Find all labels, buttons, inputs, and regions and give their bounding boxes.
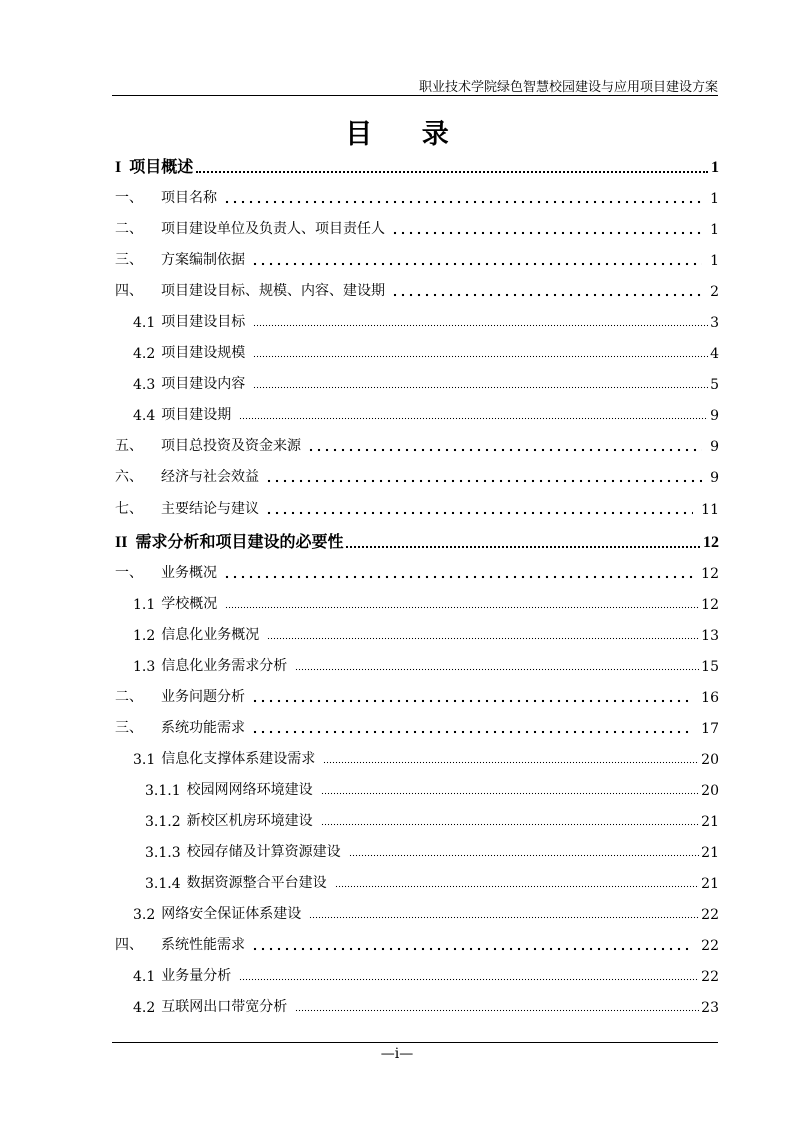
page-number: —i— <box>380 1046 414 1062</box>
toc-entry-label: 经济与社会效益 <box>161 469 259 485</box>
toc-entry-number: 3.1.2 <box>145 814 181 830</box>
toc-entry-page: 1 <box>710 222 719 238</box>
toc-leader-dots <box>253 386 708 389</box>
toc-entry-number: 3.1 <box>133 752 156 768</box>
toc-entry-number: 一、 <box>115 565 143 581</box>
toc-entry[interactable] <box>115 748 719 768</box>
toc-entry[interactable] <box>115 717 719 737</box>
toc-leader-dots <box>253 355 708 358</box>
toc-leader-dots <box>196 171 708 173</box>
toc-leader-dots <box>253 324 708 327</box>
toc-leader-dots <box>267 637 699 640</box>
toc-entry[interactable] <box>115 435 719 455</box>
toc-entry-number: 四、 <box>115 937 143 953</box>
toc-entry[interactable] <box>115 280 719 300</box>
toc-entry[interactable] <box>115 965 719 985</box>
toc-entry-page: 13 <box>701 628 719 644</box>
toc-entry-label: 需求分析和项目建设的必要性 <box>135 534 344 551</box>
toc-entry[interactable] <box>115 249 719 269</box>
toc-entry-page: 22 <box>701 969 719 985</box>
toc-entry-label: 系统性能需求 <box>161 937 245 953</box>
toc-entry-label: 项目建设规模 <box>161 345 246 361</box>
title-char-1: 目 <box>345 119 373 150</box>
toc-entry[interactable] <box>115 934 719 954</box>
toc-leader-dots <box>391 231 702 235</box>
toc-entry-number: 3.1.4 <box>145 876 181 892</box>
toc-entry[interactable] <box>115 155 719 177</box>
toc-entry-page: 20 <box>701 752 719 768</box>
toc-entry-page: 5 <box>710 377 719 393</box>
toc-leader-dots <box>295 668 699 671</box>
toc-entry-number: 4.2 <box>133 1000 156 1016</box>
toc-entry-page: 22 <box>701 907 719 923</box>
toc-entry-page: 3 <box>710 315 719 331</box>
toc-entry-label: 校园存储及计算资源建设 <box>186 844 341 860</box>
toc-entry-number: 4.4 <box>133 408 156 424</box>
toc-leader-dots <box>251 262 702 266</box>
toc-entry-number: 六、 <box>115 469 143 485</box>
toc-entry-label: 数据资源整合平台建设 <box>186 875 327 891</box>
toc-entry-page: 21 <box>701 814 719 830</box>
toc-leader-dots <box>321 792 700 795</box>
title-char-2: 录 <box>421 119 449 150</box>
toc-entry[interactable] <box>115 373 719 393</box>
toc-entry-number: 3.2 <box>133 907 156 923</box>
toc-entry-page: 2 <box>710 284 719 300</box>
toc-entry-page: 1 <box>710 253 719 269</box>
toc-leader-dots <box>346 546 700 548</box>
toc-entry-page: 17 <box>701 721 719 737</box>
toc-entry-page: 9 <box>710 408 719 424</box>
toc-entry-label: 项目名称 <box>161 190 217 206</box>
toc-leader-dots <box>251 947 693 951</box>
toc-entry-page: 1 <box>711 159 719 176</box>
toc-entry-label: 信息化业务概况 <box>161 627 260 643</box>
toc-entry[interactable] <box>115 872 719 892</box>
toc-entry-number: 1.1 <box>133 597 156 613</box>
toc-entry-number: 三、 <box>115 720 143 736</box>
toc-entry-number: II <box>115 534 128 551</box>
toc-entry-number: 四、 <box>115 283 143 299</box>
toc-entry-number: 五、 <box>115 438 143 454</box>
toc-entry-label: 项目概述 <box>129 159 194 176</box>
toc-entry-page: 21 <box>701 845 719 861</box>
toc-leader-dots <box>251 699 693 703</box>
toc-entry-number: 4.1 <box>133 969 156 985</box>
toc-entry-label: 学校概况 <box>161 596 218 612</box>
toc-entry-page: 9 <box>710 439 719 455</box>
toc-entry-page: 21 <box>701 876 719 892</box>
toc-leader-dots <box>309 916 699 919</box>
toc-leader-dots <box>349 854 700 857</box>
toc-entry[interactable] <box>115 530 719 552</box>
toc-entry[interactable] <box>115 996 719 1016</box>
toc-entry-label: 业务概况 <box>161 565 217 581</box>
toc-entry-label: 网络安全保证体系建设 <box>161 906 302 922</box>
toc-entry-page: 23 <box>701 1000 719 1016</box>
toc-entry-label: 业务量分析 <box>161 968 232 984</box>
toc-leader-dots <box>239 417 708 420</box>
toc-entry-page: 12 <box>701 566 719 582</box>
toc-entry-label: 项目建设单位及负责人、项目责任人 <box>161 221 385 237</box>
toc-leader-dots <box>265 479 702 483</box>
toc-entry[interactable] <box>115 810 719 830</box>
toc-leader-dots <box>239 978 699 981</box>
toc-entry-label: 项目建设期 <box>161 407 232 423</box>
toc-leader-dots <box>225 606 699 609</box>
toc-entry-page: 1 <box>710 191 719 207</box>
toc-entry-page: 22 <box>701 938 719 954</box>
toc-entry-number: 3.1.3 <box>145 845 181 861</box>
toc-entry-label: 系统功能需求 <box>161 720 245 736</box>
toc-entry-page: 16 <box>701 690 719 706</box>
toc-leader-dots <box>323 761 699 764</box>
toc-entry[interactable] <box>115 624 719 644</box>
toc-entry-number: 一、 <box>115 190 143 206</box>
toc-entry-number: 七、 <box>115 501 143 517</box>
toc-entry-label: 互联网出口带宽分析 <box>161 999 288 1015</box>
toc-entry[interactable] <box>115 779 719 799</box>
toc-entry-number: 三、 <box>115 252 143 268</box>
toc-entry[interactable] <box>115 562 719 582</box>
toc-entry-label: 项目建设目标、规模、内容、建设期 <box>161 283 385 299</box>
toc-entry-label: 信息化业务需求分析 <box>161 658 288 674</box>
toc-entry-label: 信息化支撑体系建设需求 <box>161 751 316 767</box>
toc-entry-page: 12 <box>701 597 719 613</box>
toc-entry[interactable] <box>115 187 719 207</box>
toc-entry-number: 3.1.1 <box>145 783 181 799</box>
toc-entry-number: 4.2 <box>133 346 156 362</box>
toc-entry-label: 方案编制依据 <box>161 252 245 268</box>
toc-entry[interactable] <box>115 311 719 331</box>
toc-entry-label: 项目总投资及资金来源 <box>161 438 301 454</box>
toc-entry-page: 20 <box>701 783 719 799</box>
toc-entry-number: 二、 <box>115 221 143 237</box>
toc-entry-number: 二、 <box>115 689 143 705</box>
toc-entry[interactable] <box>115 342 719 362</box>
toc-entry-label: 项目建设目标 <box>161 314 246 330</box>
footer-rule <box>112 1042 718 1043</box>
page-title <box>0 112 794 151</box>
toc-entry[interactable] <box>115 655 719 675</box>
toc-leader-dots <box>321 823 700 826</box>
toc-entry[interactable] <box>115 841 719 861</box>
toc-leader-dots <box>307 448 702 452</box>
running-header: 职业技术学院绿色智慧校园建设与应用项目建设方案 <box>418 80 718 95</box>
toc-entry-label: 项目建设内容 <box>161 376 246 392</box>
toc-entry[interactable] <box>115 593 719 613</box>
toc-entry[interactable] <box>115 218 719 238</box>
toc-entry-page: 11 <box>701 502 719 518</box>
toc-entry-number: I <box>115 159 122 176</box>
toc-leader-dots <box>223 200 702 204</box>
toc-entry[interactable] <box>115 498 719 518</box>
toc-leader-dots <box>223 575 693 579</box>
toc-entry[interactable] <box>115 903 719 923</box>
toc-entry-number: 1.2 <box>133 628 156 644</box>
toc-entry-page: 4 <box>710 346 719 362</box>
toc-entry-number: 1.3 <box>133 659 156 675</box>
toc-leader-dots <box>295 1009 699 1012</box>
toc-entry-label: 校园网网络环境建设 <box>186 782 313 798</box>
toc-entry-page: 15 <box>701 659 719 675</box>
toc-entry[interactable] <box>115 686 719 706</box>
toc-entry-number: 4.1 <box>133 315 156 331</box>
toc-entry[interactable] <box>115 466 719 486</box>
toc-leader-dots <box>251 730 693 734</box>
header-rule <box>112 95 718 96</box>
toc-leader-dots <box>391 293 702 297</box>
toc-leader-dots <box>335 885 700 888</box>
toc-entry-page: 9 <box>710 470 719 486</box>
toc-leader-dots <box>265 511 693 515</box>
toc-entry[interactable] <box>115 404 719 424</box>
toc-entry-label: 主要结论与建议 <box>161 501 259 517</box>
toc-entry-number: 4.3 <box>133 377 156 393</box>
toc-entry-label: 新校区机房环境建设 <box>186 813 313 829</box>
toc-entry-label: 业务问题分析 <box>161 689 245 705</box>
toc-entry-page: 12 <box>703 534 719 551</box>
